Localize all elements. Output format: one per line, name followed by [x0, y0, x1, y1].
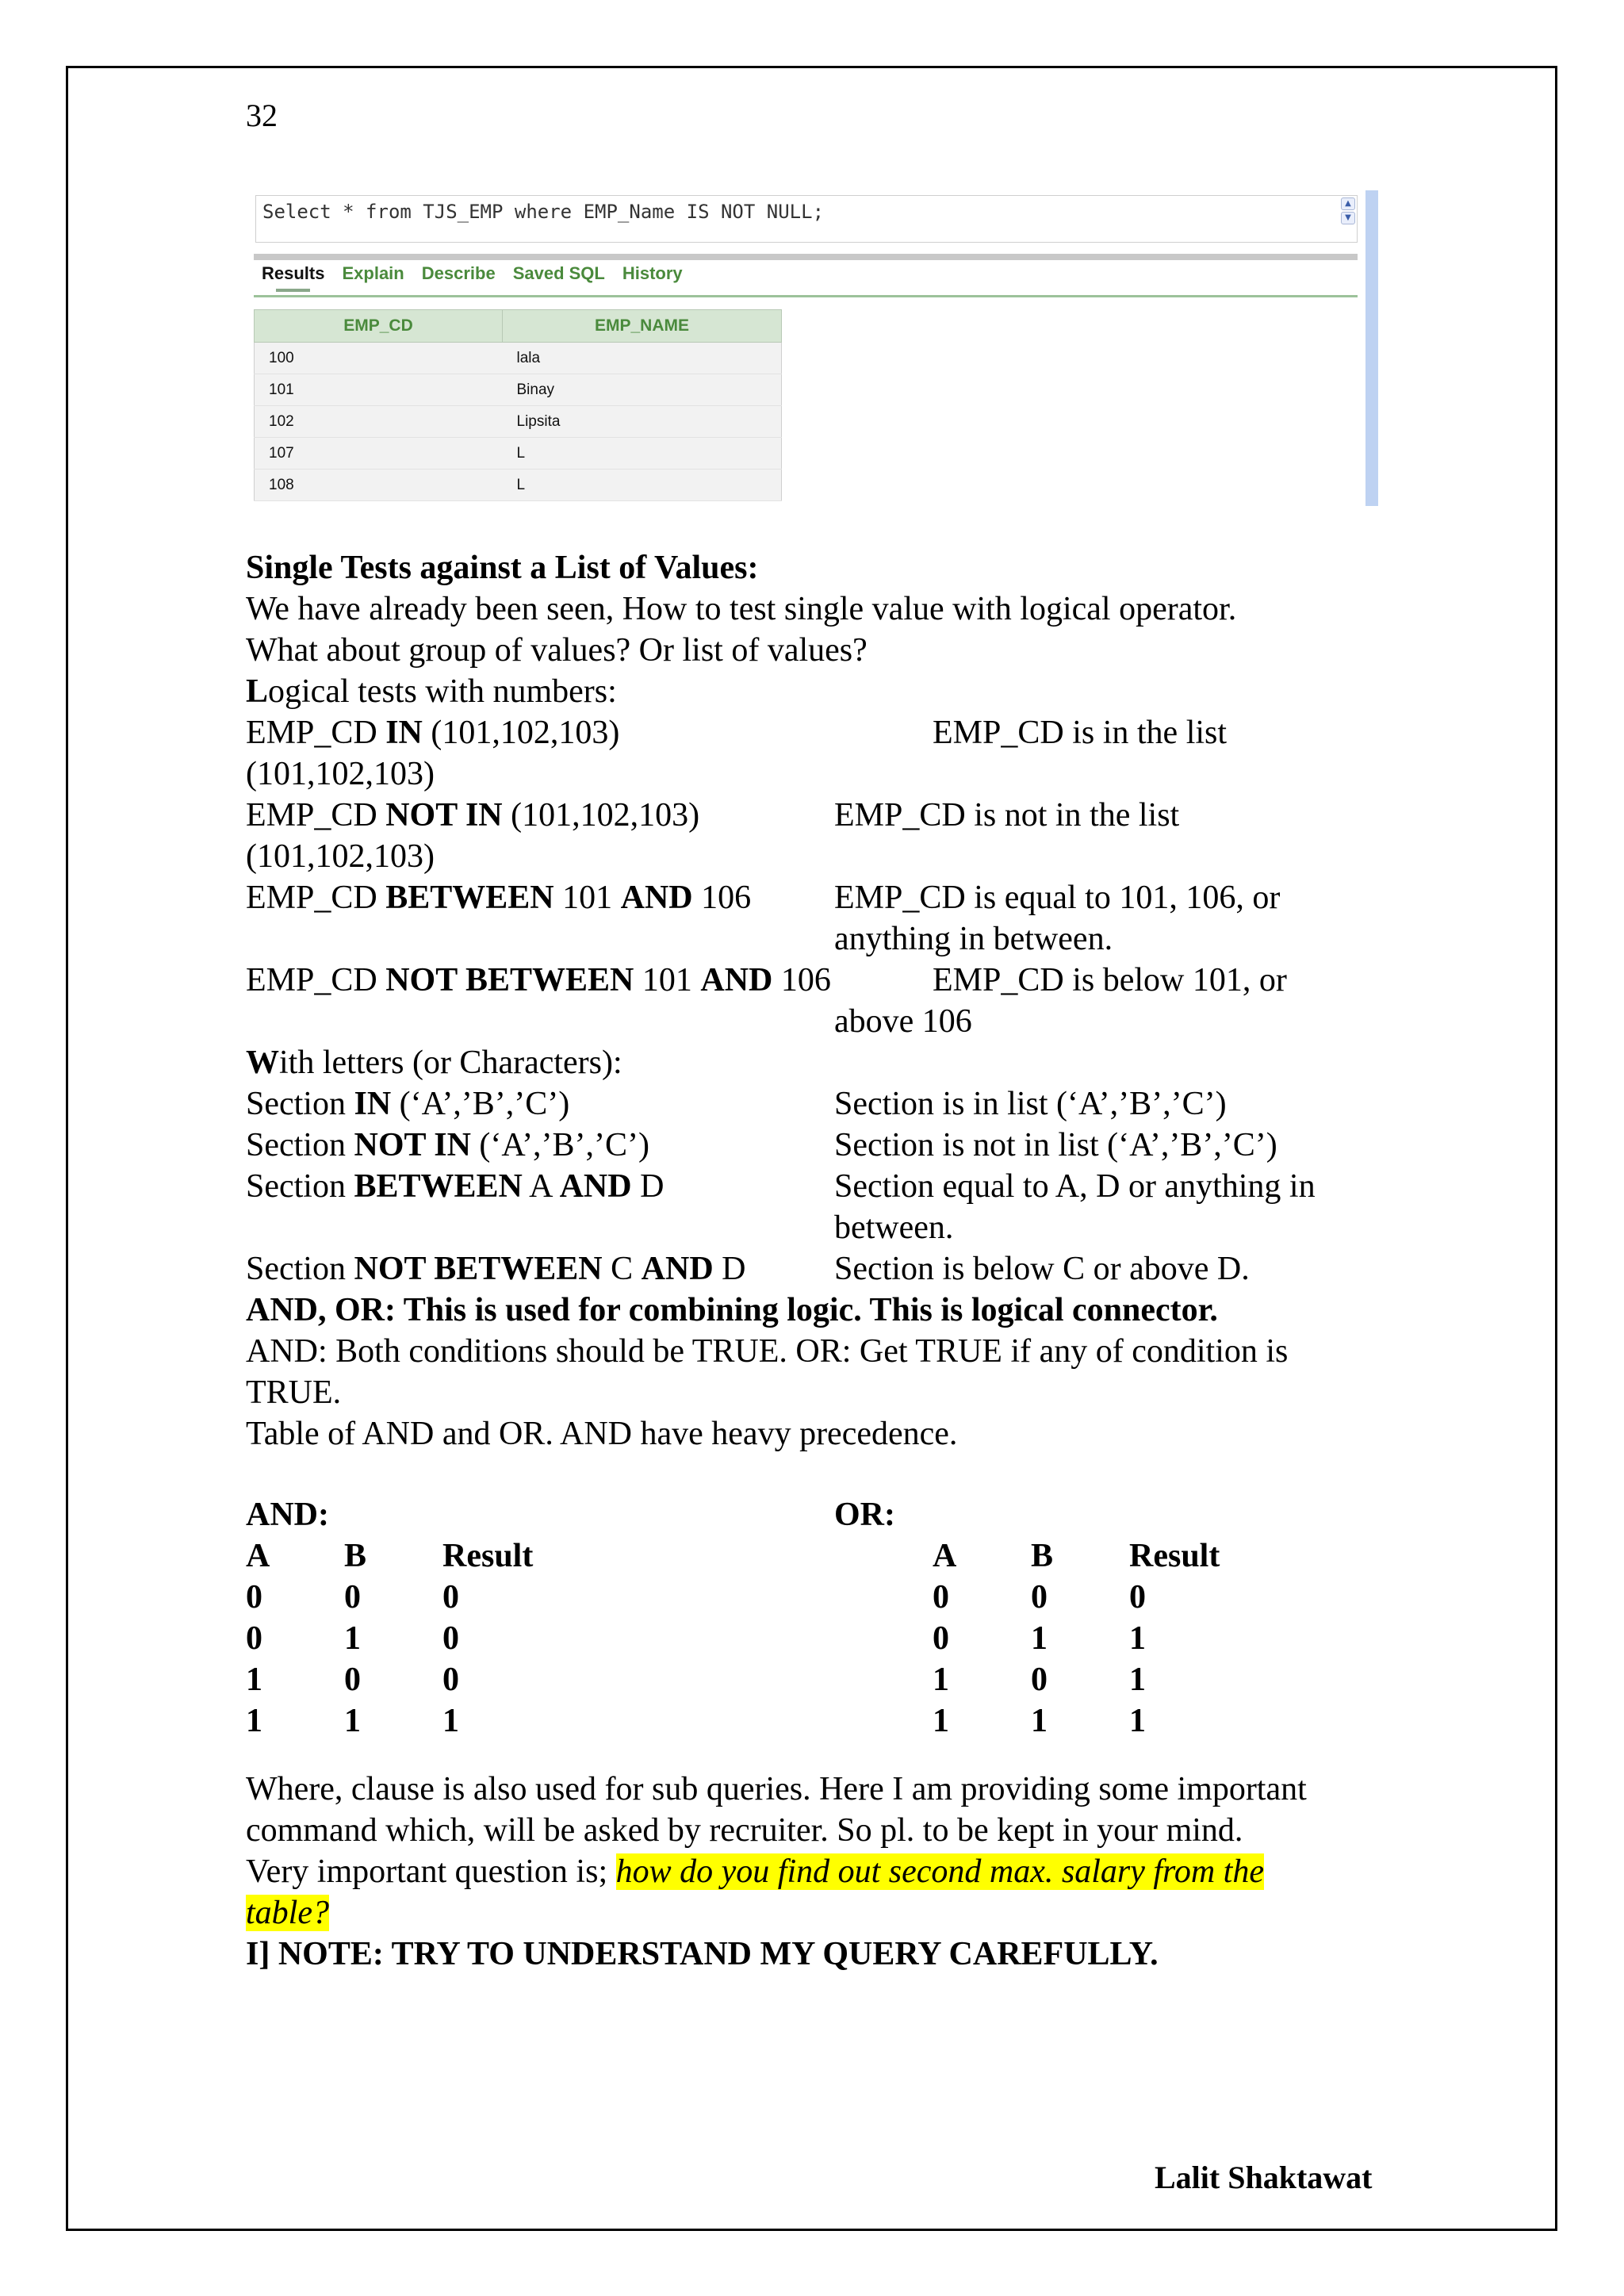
heading-and-or: AND, OR: This is used for combining logic. This is logical connector.	[246, 1292, 1218, 1328]
cell-emp-cd: 101	[255, 374, 503, 406]
and-cell: 1	[344, 1620, 361, 1657]
and-cell: 1	[246, 1662, 262, 1698]
letter-in-desc: Section is in list (‘A’,’B’,’C’)	[834, 1086, 1227, 1122]
highlighted-question: how do you find out second max. salary from the	[615, 1853, 1264, 1890]
cell-emp-name: Binay	[503, 374, 782, 406]
tab-history[interactable]: History	[622, 263, 683, 283]
important-question-cont	[246, 1892, 329, 1934]
and-cell: 0	[442, 1662, 459, 1698]
and-cell: 1	[246, 1703, 262, 1739]
tab-divider	[254, 295, 1358, 297]
results-grid	[254, 309, 782, 501]
and-cell: 0	[246, 1579, 262, 1616]
cell-emp-cd: 102	[255, 406, 503, 438]
table-row[interactable]	[255, 470, 782, 501]
or-cell: 1	[1129, 1620, 1146, 1657]
paragraph-line: We have already been seen, How to test single value with logical operator.	[246, 591, 1237, 627]
letter-between-expr: Section BETWEEN A AND D	[246, 1168, 665, 1205]
tab-describe[interactable]: Describe	[421, 263, 496, 283]
test-in-wrap: (101,102,103)	[246, 756, 435, 792]
page-number: 32	[246, 98, 278, 133]
cell-emp-name: L	[503, 438, 782, 470]
test-in-desc: EMP_CD is in the list	[933, 715, 1228, 751]
test-not-between-expr: EMP_CD NOT BETWEEN 101 AND 106	[246, 962, 831, 999]
paragraph-line: AND: Both conditions should be TRUE. OR: Get TRUE if any of condition is	[246, 1333, 1289, 1370]
highlighted-question-cont: table?	[246, 1895, 329, 1931]
test-in-expr: EMP_CD IN (101,102,103)	[246, 715, 620, 751]
test-not-in-wrap: (101,102,103)	[246, 838, 435, 875]
numbers-intro: Logical tests with numbers:	[246, 673, 617, 710]
and-header-b: B	[344, 1538, 367, 1574]
table-row[interactable]	[255, 438, 782, 470]
paragraph-line: TRUE.	[246, 1374, 342, 1411]
sql-editor[interactable]	[255, 195, 1358, 243]
and-cell: 0	[246, 1620, 262, 1657]
or-cell: 0	[933, 1579, 949, 1616]
scroll-up-icon[interactable]: ▲	[1341, 197, 1355, 210]
cell-emp-name: lala	[503, 343, 782, 374]
cell-emp-cd: 108	[255, 470, 503, 501]
tab-saved-sql[interactable]: Saved SQL	[512, 263, 605, 283]
sql-query-text: Select * from TJS_EMP where EMP_Name IS NOT NULL;	[262, 201, 825, 223]
and-header-a: A	[246, 1538, 270, 1574]
cell-emp-cd: 107	[255, 438, 503, 470]
heading-single-tests: Single Tests against a List of Values:	[246, 550, 759, 586]
or-header-a: A	[933, 1538, 957, 1574]
table-row[interactable]	[255, 406, 782, 438]
editor-scroll-controls[interactable]	[1341, 197, 1355, 224]
letter-not-between-desc: Section is below C or above D.	[834, 1251, 1250, 1287]
or-cell: 1	[933, 1662, 949, 1698]
test-between-desc-cont: anything in between.	[834, 921, 1113, 957]
table-row[interactable]	[255, 374, 782, 406]
letter-not-between-expr: Section NOT BETWEEN C AND D	[246, 1251, 746, 1287]
letters-intro: With letters (or Characters):	[246, 1045, 622, 1081]
important-question: Very important question is; how do you find out second max. salary from the	[246, 1853, 1264, 1890]
paragraph-line: Where, clause is also used for sub queries. Here I am providing some important	[246, 1771, 1307, 1807]
or-cell: 0	[1031, 1662, 1048, 1698]
cell-emp-name: L	[503, 470, 782, 501]
or-cell: 1	[1129, 1662, 1146, 1698]
or-cell: 1	[1031, 1620, 1048, 1657]
vertical-scrollbar[interactable]	[1365, 190, 1378, 506]
and-cell: 1	[344, 1703, 361, 1739]
test-not-in-expr: EMP_CD NOT IN (101,102,103)	[246, 797, 700, 834]
paragraph-line: command which, will be asked by recruiter. So pl. to be kept in your mind.	[246, 1812, 1243, 1849]
cell-emp-cd: 100	[255, 343, 503, 374]
or-cell: 0	[933, 1620, 949, 1657]
or-cell: 0	[1031, 1579, 1048, 1616]
or-cell: 1	[933, 1703, 949, 1739]
table-row[interactable]	[255, 343, 782, 374]
test-not-between-desc: EMP_CD is below 101, or	[933, 962, 1287, 999]
or-header-b: B	[1031, 1538, 1054, 1574]
paragraph-line: What about group of values? Or list of values?	[246, 632, 868, 669]
and-cell: 0	[344, 1662, 361, 1698]
sql-tool-screenshot	[251, 190, 1378, 506]
test-not-in-desc: EMP_CD is not in the list	[834, 797, 1180, 834]
letter-between-desc-cont: between.	[834, 1209, 954, 1246]
letter-between-desc: Section equal to A, D or anything in	[834, 1168, 1316, 1205]
author-name: Lalit Shaktawat	[1155, 2160, 1373, 2195]
tab-explain[interactable]: Explain	[342, 263, 404, 283]
test-between-desc: EMP_CD is equal to 101, 106, or	[834, 880, 1281, 916]
and-cell: 0	[442, 1620, 459, 1657]
and-table-title: AND:	[246, 1497, 329, 1533]
test-between-expr: EMP_CD BETWEEN 101 AND 106	[246, 880, 752, 916]
result-tabs	[262, 263, 683, 284]
test-not-between-desc-cont: above 106	[834, 1003, 972, 1040]
splitter-bar[interactable]	[254, 254, 1358, 260]
note-line: I] NOTE: TRY TO UNDERSTAND MY QUERY CAREFULLY.	[246, 1936, 1159, 1972]
and-header-result: Result	[442, 1538, 534, 1574]
tab-results[interactable]: Results	[262, 263, 325, 283]
or-table-title: OR:	[834, 1497, 895, 1533]
column-header-emp-cd[interactable]: EMP_CD	[255, 310, 503, 343]
or-header-result: Result	[1129, 1538, 1220, 1574]
scroll-down-icon[interactable]: ▼	[1341, 212, 1355, 224]
or-cell: 0	[1129, 1579, 1146, 1616]
paragraph-line: Table of AND and OR. AND have heavy precedence.	[246, 1416, 958, 1452]
column-header-emp-name[interactable]: EMP_NAME	[503, 310, 782, 343]
and-cell: 0	[442, 1579, 459, 1616]
and-cell: 0	[344, 1579, 361, 1616]
letter-not-in-expr: Section NOT IN (‘A’,’B’,’C’)	[246, 1127, 650, 1163]
or-cell: 1	[1031, 1703, 1048, 1739]
cell-emp-name: Lipsita	[503, 406, 782, 438]
or-cell: 1	[1129, 1703, 1146, 1739]
letter-in-expr: Section IN (‘A’,’B’,’C’)	[246, 1086, 570, 1122]
letter-not-in-desc: Section is not in list (‘A’,’B’,’C’)	[834, 1127, 1277, 1163]
and-cell: 1	[442, 1703, 459, 1739]
